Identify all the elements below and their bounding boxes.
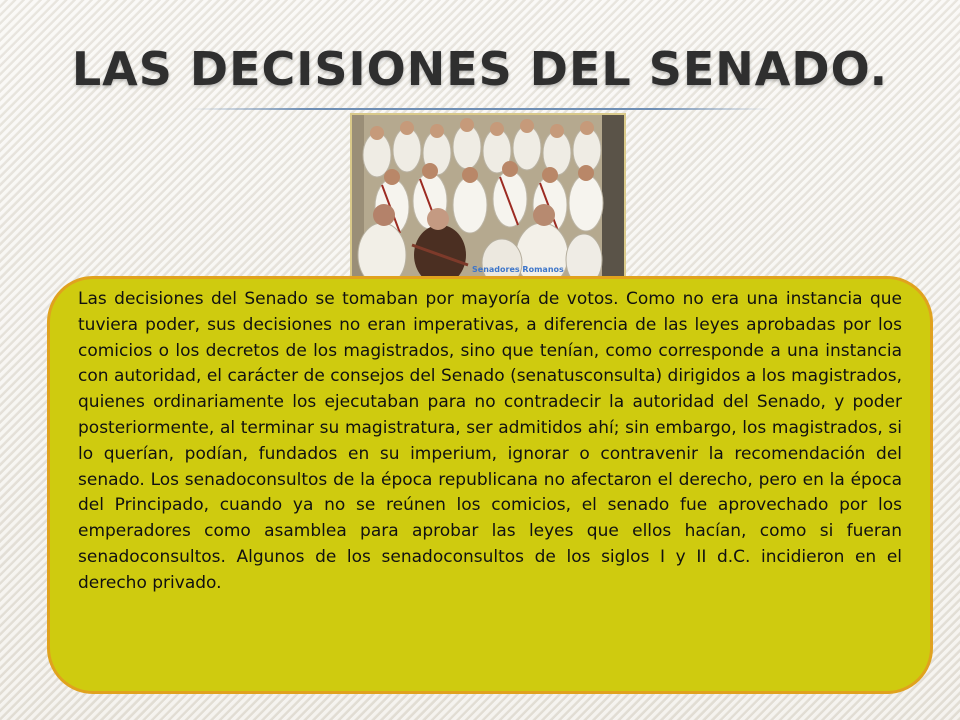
- content-box: [47, 276, 933, 694]
- slide-title: LAS DECISIONES DEL SENADO.: [71, 42, 889, 96]
- body-paragraph: Las decisiones del Senado se tomaban por mayoría de votos. Como no era una instancia que tuviera poder, sus decisiones no eran imperativas, a diferencia de las leyes aprobadas por los comicios o los decretos de los magistrados, sino que tenían, como corresponde a una instancia con autoridad, el carácter de consejos del Senado (senatusconsulta) dirigidos a los magistrados, quienes ordinariamente los ejecutaban para no contradecir la autoridad del Senado, y poder posteriormente, al terminar su magistratura, ser admitidos ahí; sin embargo, los magistrados, si lo querían, podían, fundados en su imperium, ignorar o contravenir la recomendación del senado. Los senadoconsultos de la época republicana no afectaron el derecho, pero en la época del Principado, cuando ya no se reúnen los comicios, el senado fue aprovechado por los emperadores como asamblea para aprobar las leyes que ellos hacían, como si fueran senadoconsultos. Algunos de los senadoconsultos de los siglos I y II d.C. incidieron en el derecho privado.: [78, 289, 902, 593]
- title-underline: [190, 108, 770, 110]
- senate-photo: [350, 113, 626, 283]
- senators-illustration: [352, 115, 624, 281]
- photo-caption: Senadores Romanos: [472, 265, 564, 274]
